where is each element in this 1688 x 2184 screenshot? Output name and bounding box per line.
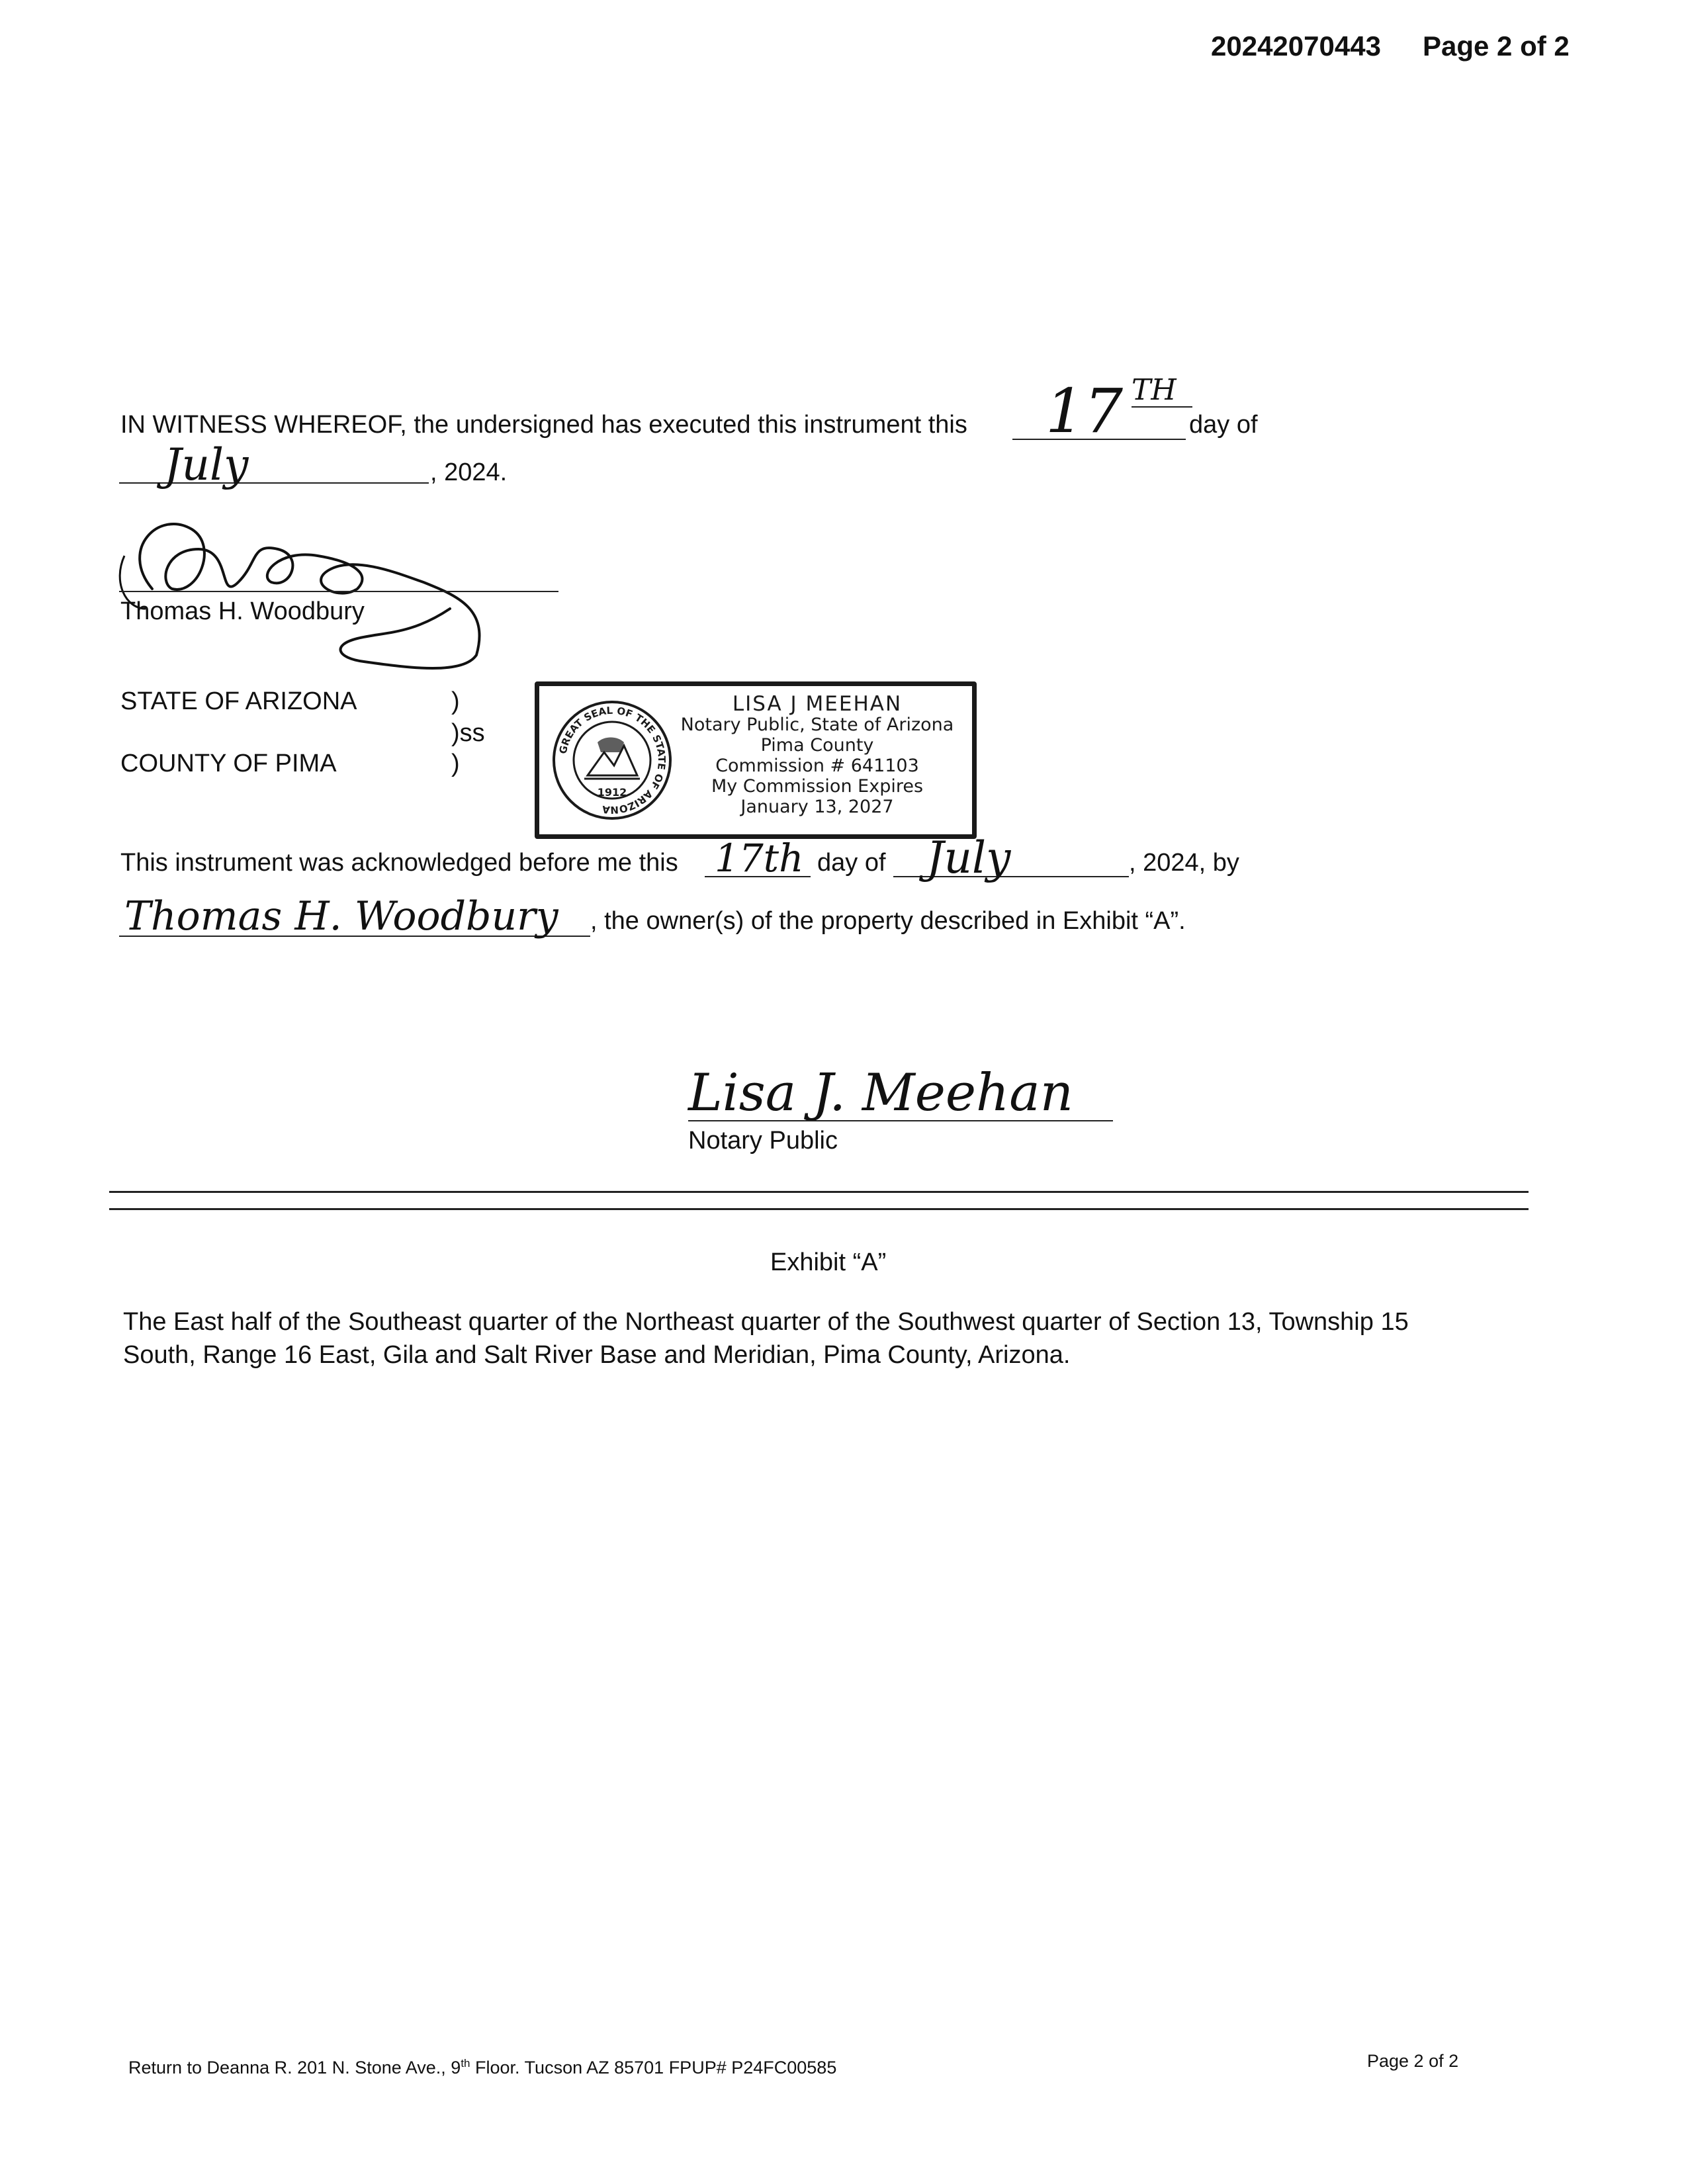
witness-day-handwritten: 17 (1045, 376, 1124, 447)
signer-signature-line (119, 591, 558, 592)
ack-owner-handwritten: Thomas H. Woodbury (124, 893, 558, 939)
divider-rule-bottom (109, 1208, 1529, 1210)
stamp-notary-name: LISA J MEEHAN (732, 692, 903, 716)
notary-signature-line (688, 1120, 1113, 1121)
notary-signature: Lisa J. Meehan (688, 1063, 1074, 1123)
signer-signature (106, 503, 503, 675)
venue-paren-1: ) (451, 687, 460, 715)
signer-name: Thomas H. Woodbury (120, 597, 365, 625)
footer-page-indicator: Page 2 of 2 (1367, 2051, 1459, 2071)
stamp-notary-title: Notary Public, State of Arizona (680, 715, 954, 735)
footer-return-address-tail: Floor. Tucson AZ 85701 FPUP# P24FC00585 (470, 2058, 837, 2077)
witness-day-of-text: day of (1189, 411, 1258, 439)
arizona-state-seal-icon (551, 699, 673, 821)
ack-day-of-text: day of (817, 849, 886, 877)
venue-county: COUNTY OF PIMA (120, 750, 337, 777)
footer-return-address (128, 2058, 836, 2078)
acknowledgment-text: This instrument was acknowledged before me this (120, 849, 678, 877)
witness-year-text: , 2024. (430, 459, 508, 486)
ack-owner-text: , the owner(s) of the property described in Exhibit “A”. (590, 907, 1186, 935)
ack-year-by-text: , 2024, by (1129, 849, 1239, 877)
notary-stamp (535, 681, 977, 839)
venue-ss: )ss (451, 719, 485, 747)
page-indicator: Page 2 of 2 (1423, 30, 1570, 62)
stamp-text-block (665, 694, 969, 817)
notary-public-label: Notary Public (688, 1127, 838, 1155)
stamp-commission: Commission # 641103 (715, 756, 919, 776)
stamp-expires-label: My Commission Expires (711, 776, 924, 797)
ack-month-handwritten: July (926, 832, 1011, 883)
seal-ring-text: GREAT SEAL OF THE STATE OF ARIZONA (556, 704, 668, 816)
exhibit-legal-description-line-1: The East half of the Southeast quarter of the Northeast quarter of the Southwest quarter of Section 13, Township 15 (123, 1308, 1409, 1336)
witness-suffix-underline (1132, 406, 1192, 408)
exhibit-title: Exhibit “A” (770, 1248, 887, 1276)
venue-state: STATE OF ARIZONA (120, 687, 357, 715)
footer-return-address-superscript: th (461, 2057, 470, 2070)
seal-year: 1912 (597, 786, 627, 799)
venue-paren-2: ) (451, 750, 460, 777)
document-number: 20242070443 (1211, 30, 1381, 62)
exhibit-legal-description-line-2: South, Range 16 East, Gila and Salt River Base and Meridian, Pima County, Arizona. (123, 1341, 1071, 1369)
witness-clause-text: IN WITNESS WHEREOF, the undersigned has executed this instrument this (120, 411, 967, 439)
witness-day-suffix-handwritten: TH (1132, 373, 1177, 407)
ack-day-handwritten: 17th (715, 836, 804, 881)
footer-return-address-text: Return to Deanna R. 201 N. Stone Ave., 9 (128, 2058, 461, 2077)
stamp-county: Pima County (760, 735, 874, 756)
witness-month-handwritten: July (164, 439, 249, 490)
divider-rule-top (109, 1191, 1529, 1193)
stamp-expires-date: January 13, 2027 (740, 797, 894, 817)
